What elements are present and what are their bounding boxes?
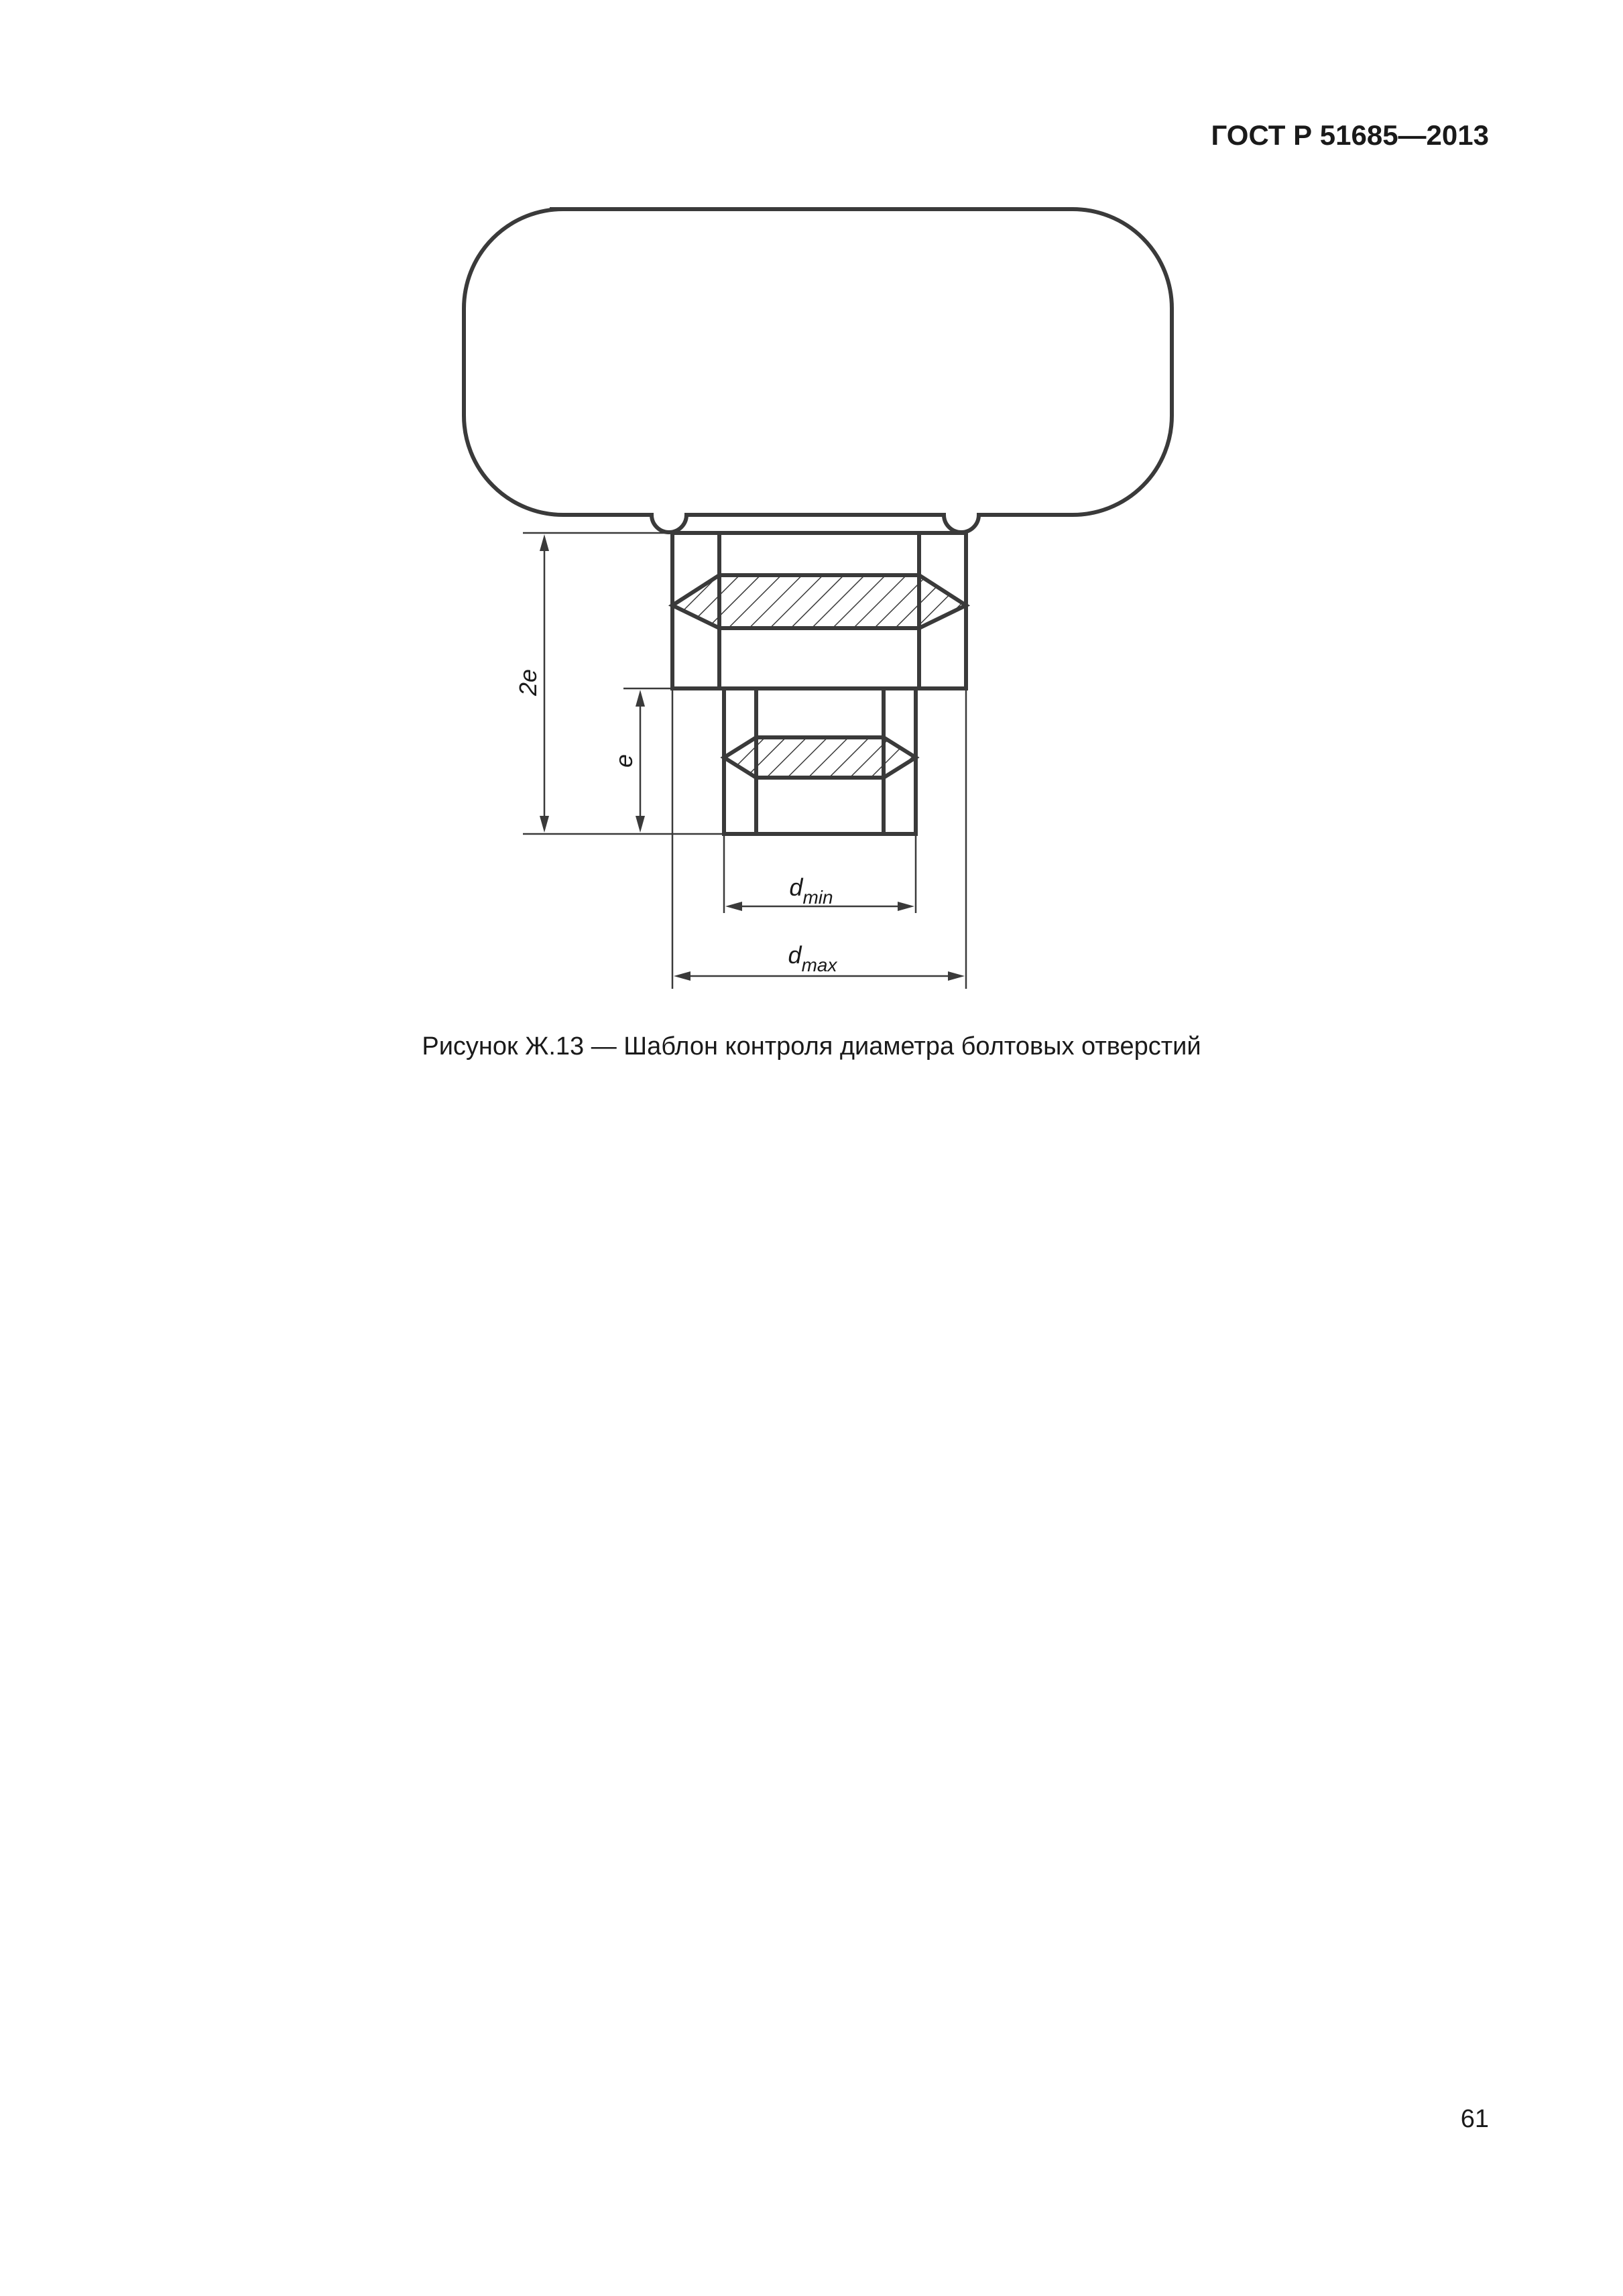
arrowhead-e-top: [636, 690, 645, 707]
dimension-label-dmax: $d_{max}$: [788, 941, 837, 975]
document-code-header: ГОСТ Р 51685—2013: [1211, 119, 1489, 151]
arrowhead-dmax-right: [948, 971, 965, 981]
dimension-label-e: e: [610, 753, 638, 768]
arrowhead-e-bottom: [636, 816, 645, 833]
page-number: 61: [1460, 2105, 1489, 2133]
dimension-label-2e: 2e: [514, 668, 542, 697]
dimension-label-dmin: $d_{min}$: [789, 873, 833, 908]
arrowhead-dmin-right: [898, 902, 914, 911]
gauge-handle-outline: [464, 209, 1172, 532]
figure-caption: Рисунок Ж.13 — Шаблон контроля диаметра болтовых отверстий: [422, 1032, 1201, 1061]
lower-hatched-section: [724, 737, 916, 778]
upper-hatched-section: [672, 575, 966, 628]
arrowhead-2e-top: [540, 534, 549, 551]
arrowhead-dmin-left: [725, 902, 742, 911]
arrowhead-dmax-left: [674, 971, 690, 981]
bolt-hole-gauge-drawing: [0, 0, 1623, 1019]
arrowhead-2e-bottom: [540, 816, 549, 833]
